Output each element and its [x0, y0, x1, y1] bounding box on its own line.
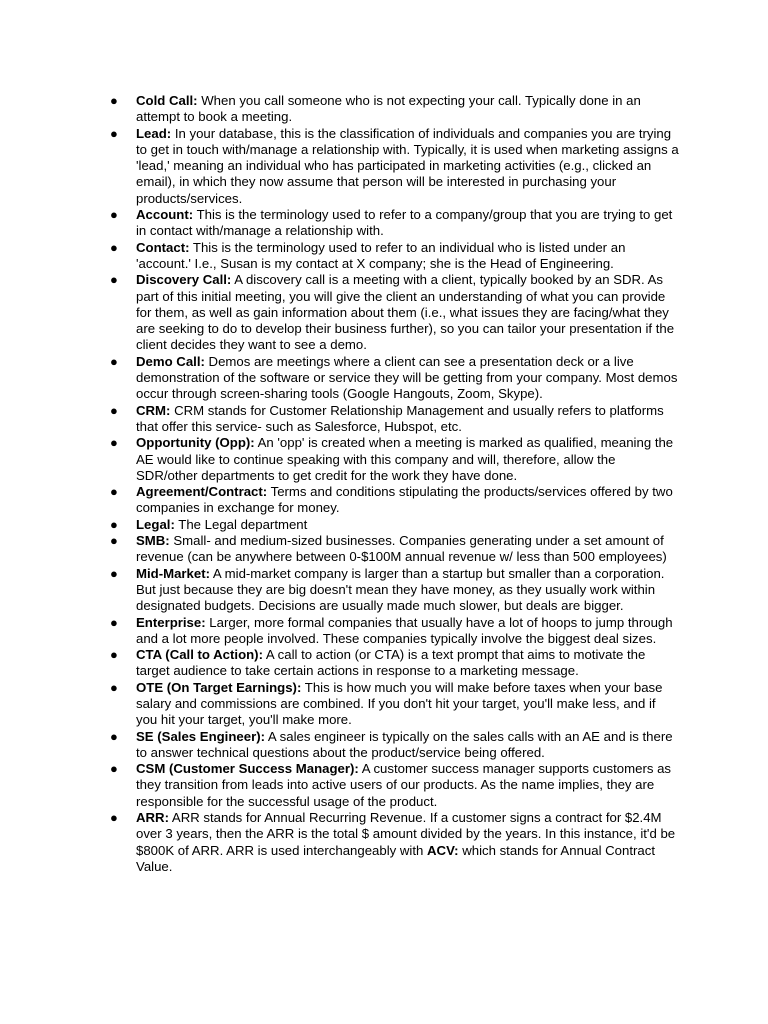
definition: Small- and medium-sized businesses. Companies generating under a set amount of revenue (can be anywhere between 0-$100M annual revenue w/ less than 500 employees) [136, 533, 667, 565]
definition: The Legal department [174, 516, 308, 532]
term: Opportunity (Opp): [136, 435, 255, 451]
glossary-item-demo-call [0, 354, 680, 403]
term: CSM (Customer Success Manager): [136, 761, 359, 777]
glossary-item-discovery-call [0, 272, 680, 353]
bullet-icon: ● [110, 728, 118, 744]
definition: CRM stands for Customer Relationship Management and usually refers to platforms that offer this service- such as Salesforce, Hubspot, etc. [136, 402, 664, 434]
definition: This is the terminology used to refer to a company/group that you are trying to get in contact with/manage a relationship with. [136, 207, 673, 239]
definition: In your database, this is the classification of individuals and companies you are trying to get in touch with/manage a relationship with. Typically, it is used when marketing assigns a 'lead,' meaning an individual who has participated in marketing activities (e.g., clicked an email), in which they now assume that person will be interested in purchasing your products/services. [136, 125, 679, 206]
term: SE (Sales Engineer): [136, 728, 265, 744]
definition: When you call someone who is not expecting your call. Typically done in an attempt to book a meeting. [136, 93, 641, 125]
bullet-icon: ● [110, 810, 118, 826]
term: CTA (Call to Action): [136, 647, 263, 663]
term: SMB: [136, 533, 170, 549]
bullet-icon: ● [110, 272, 118, 288]
definition: ARR stands for Annual Recurring Revenue. If a customer signs a contract for $2.4M over 3 years, then the ARR is the total $ amount divided by the years. In this instance, it'd be $800K of ARR. ARR is used interchangeably with [136, 810, 676, 858]
bullet-icon: ● [110, 353, 118, 369]
definition: This is the terminology used to refer to an individual who is listed under an 'account.' I.e., Susan is my contact at X company; she is the Head of Engineering. [136, 239, 626, 271]
glossary-list [0, 93, 768, 875]
definition: An 'opp' is created when a meeting is marked as qualified, meaning the AE would like to continue speaking with this company and will, therefore, allow the SDR/other departments to get credit for the work they have done. [136, 435, 674, 483]
term: Discovery Call: [136, 272, 232, 288]
bullet-icon: ● [110, 93, 118, 108]
term-acv: ACV: [427, 842, 459, 858]
glossary-item-contact [0, 240, 680, 273]
definition: A customer success manager supports customers as they transition from leads into active users of our products. As the name implies, they are responsible for the successful usage of the product. [136, 761, 672, 809]
glossary-item-cta [0, 647, 680, 680]
glossary-item-smb [0, 533, 680, 566]
term: CRM: [136, 402, 171, 418]
glossary-item-account [0, 207, 680, 240]
glossary-item-mid-market [0, 566, 680, 615]
definition: A sales engineer is typically on the sales calls with an AE and is there to answer technical questions about the product/service being offered. [136, 728, 673, 760]
bullet-icon: ● [110, 614, 118, 630]
term: OTE (On Target Earnings): [136, 679, 302, 695]
glossary-item-ote [0, 680, 680, 729]
glossary-item-crm [0, 403, 680, 436]
term: Enterprise: [136, 614, 206, 630]
bullet-icon: ● [110, 207, 118, 223]
glossary-item-lead [0, 126, 680, 207]
glossary-item-arr [0, 810, 680, 875]
glossary-item-csm [0, 761, 680, 810]
term: Demo Call: [136, 353, 205, 369]
glossary-item-legal [0, 517, 680, 533]
term: Agreement/Contract: [136, 484, 268, 500]
bullet-icon: ● [110, 484, 118, 500]
bullet-icon: ● [110, 239, 118, 255]
definition-acv: which stands for Annual Contract Value. [136, 842, 656, 874]
term: Lead: [136, 125, 172, 141]
bullet-icon: ● [110, 761, 118, 777]
definition: A discovery call is a meeting with a client, typically booked by an SDR. As part of this initial meeting, you will give the client an understanding of what you can provide for them, as well as gain information about them (i.e., what issues they are facing/what they are seeking to do to develop their business further), so you can tailor your presentation if the client decides they want to see a demo. [136, 272, 675, 353]
term: Account: [136, 207, 194, 223]
bullet-icon: ● [110, 125, 118, 141]
bullet-icon: ● [110, 516, 118, 532]
glossary-item-opportunity [0, 435, 680, 484]
bullet-icon: ● [110, 435, 118, 451]
bullet-icon: ● [110, 402, 118, 418]
definition: Larger, more formal companies that usually have a lot of hoops to jump through and a lot more people involved. These companies typically involve the biggest deal sizes. [136, 614, 673, 646]
term: Mid-Market: [136, 565, 210, 581]
glossary-item-enterprise [0, 615, 680, 648]
term: Legal: [136, 516, 175, 532]
bullet-icon: ● [110, 533, 118, 549]
definition: A call to action (or CTA) is a text prompt that aims to motivate the target audience to take certain actions in response to a marketing message. [136, 647, 646, 679]
term: ARR: [136, 810, 169, 826]
term: Contact: [136, 239, 190, 255]
bullet-icon: ● [110, 647, 118, 663]
glossary-item-se [0, 729, 680, 762]
definition: This is how much you will make before taxes when your base salary and commissions are combined. If you don't hit your target, you'll make less, and if you hit your target, you'll make more. [136, 679, 663, 728]
definition: Terms and conditions stipulating the products/services offered by two companies in exchange for money. [136, 484, 673, 516]
bullet-icon: ● [110, 565, 118, 581]
glossary-item-cold-call [0, 93, 680, 126]
definition: Demos are meetings where a client can see a presentation deck or a live demonstration of the software or service they will be getting from your company. Most demos occur through screen-sharing tools (Google Hangouts, Zoom, Skype). [136, 353, 678, 402]
glossary-item-agreement-contract [0, 484, 680, 517]
definition: A mid-market company is larger than a startup but smaller than a corporation. But just because they are big doesn't mean they have money, as they usually work within designated budgets. Decisions are usually made much slower, but deals are bigger. [136, 565, 665, 614]
bullet-icon: ● [110, 679, 118, 695]
term: Cold Call: [136, 93, 198, 108]
